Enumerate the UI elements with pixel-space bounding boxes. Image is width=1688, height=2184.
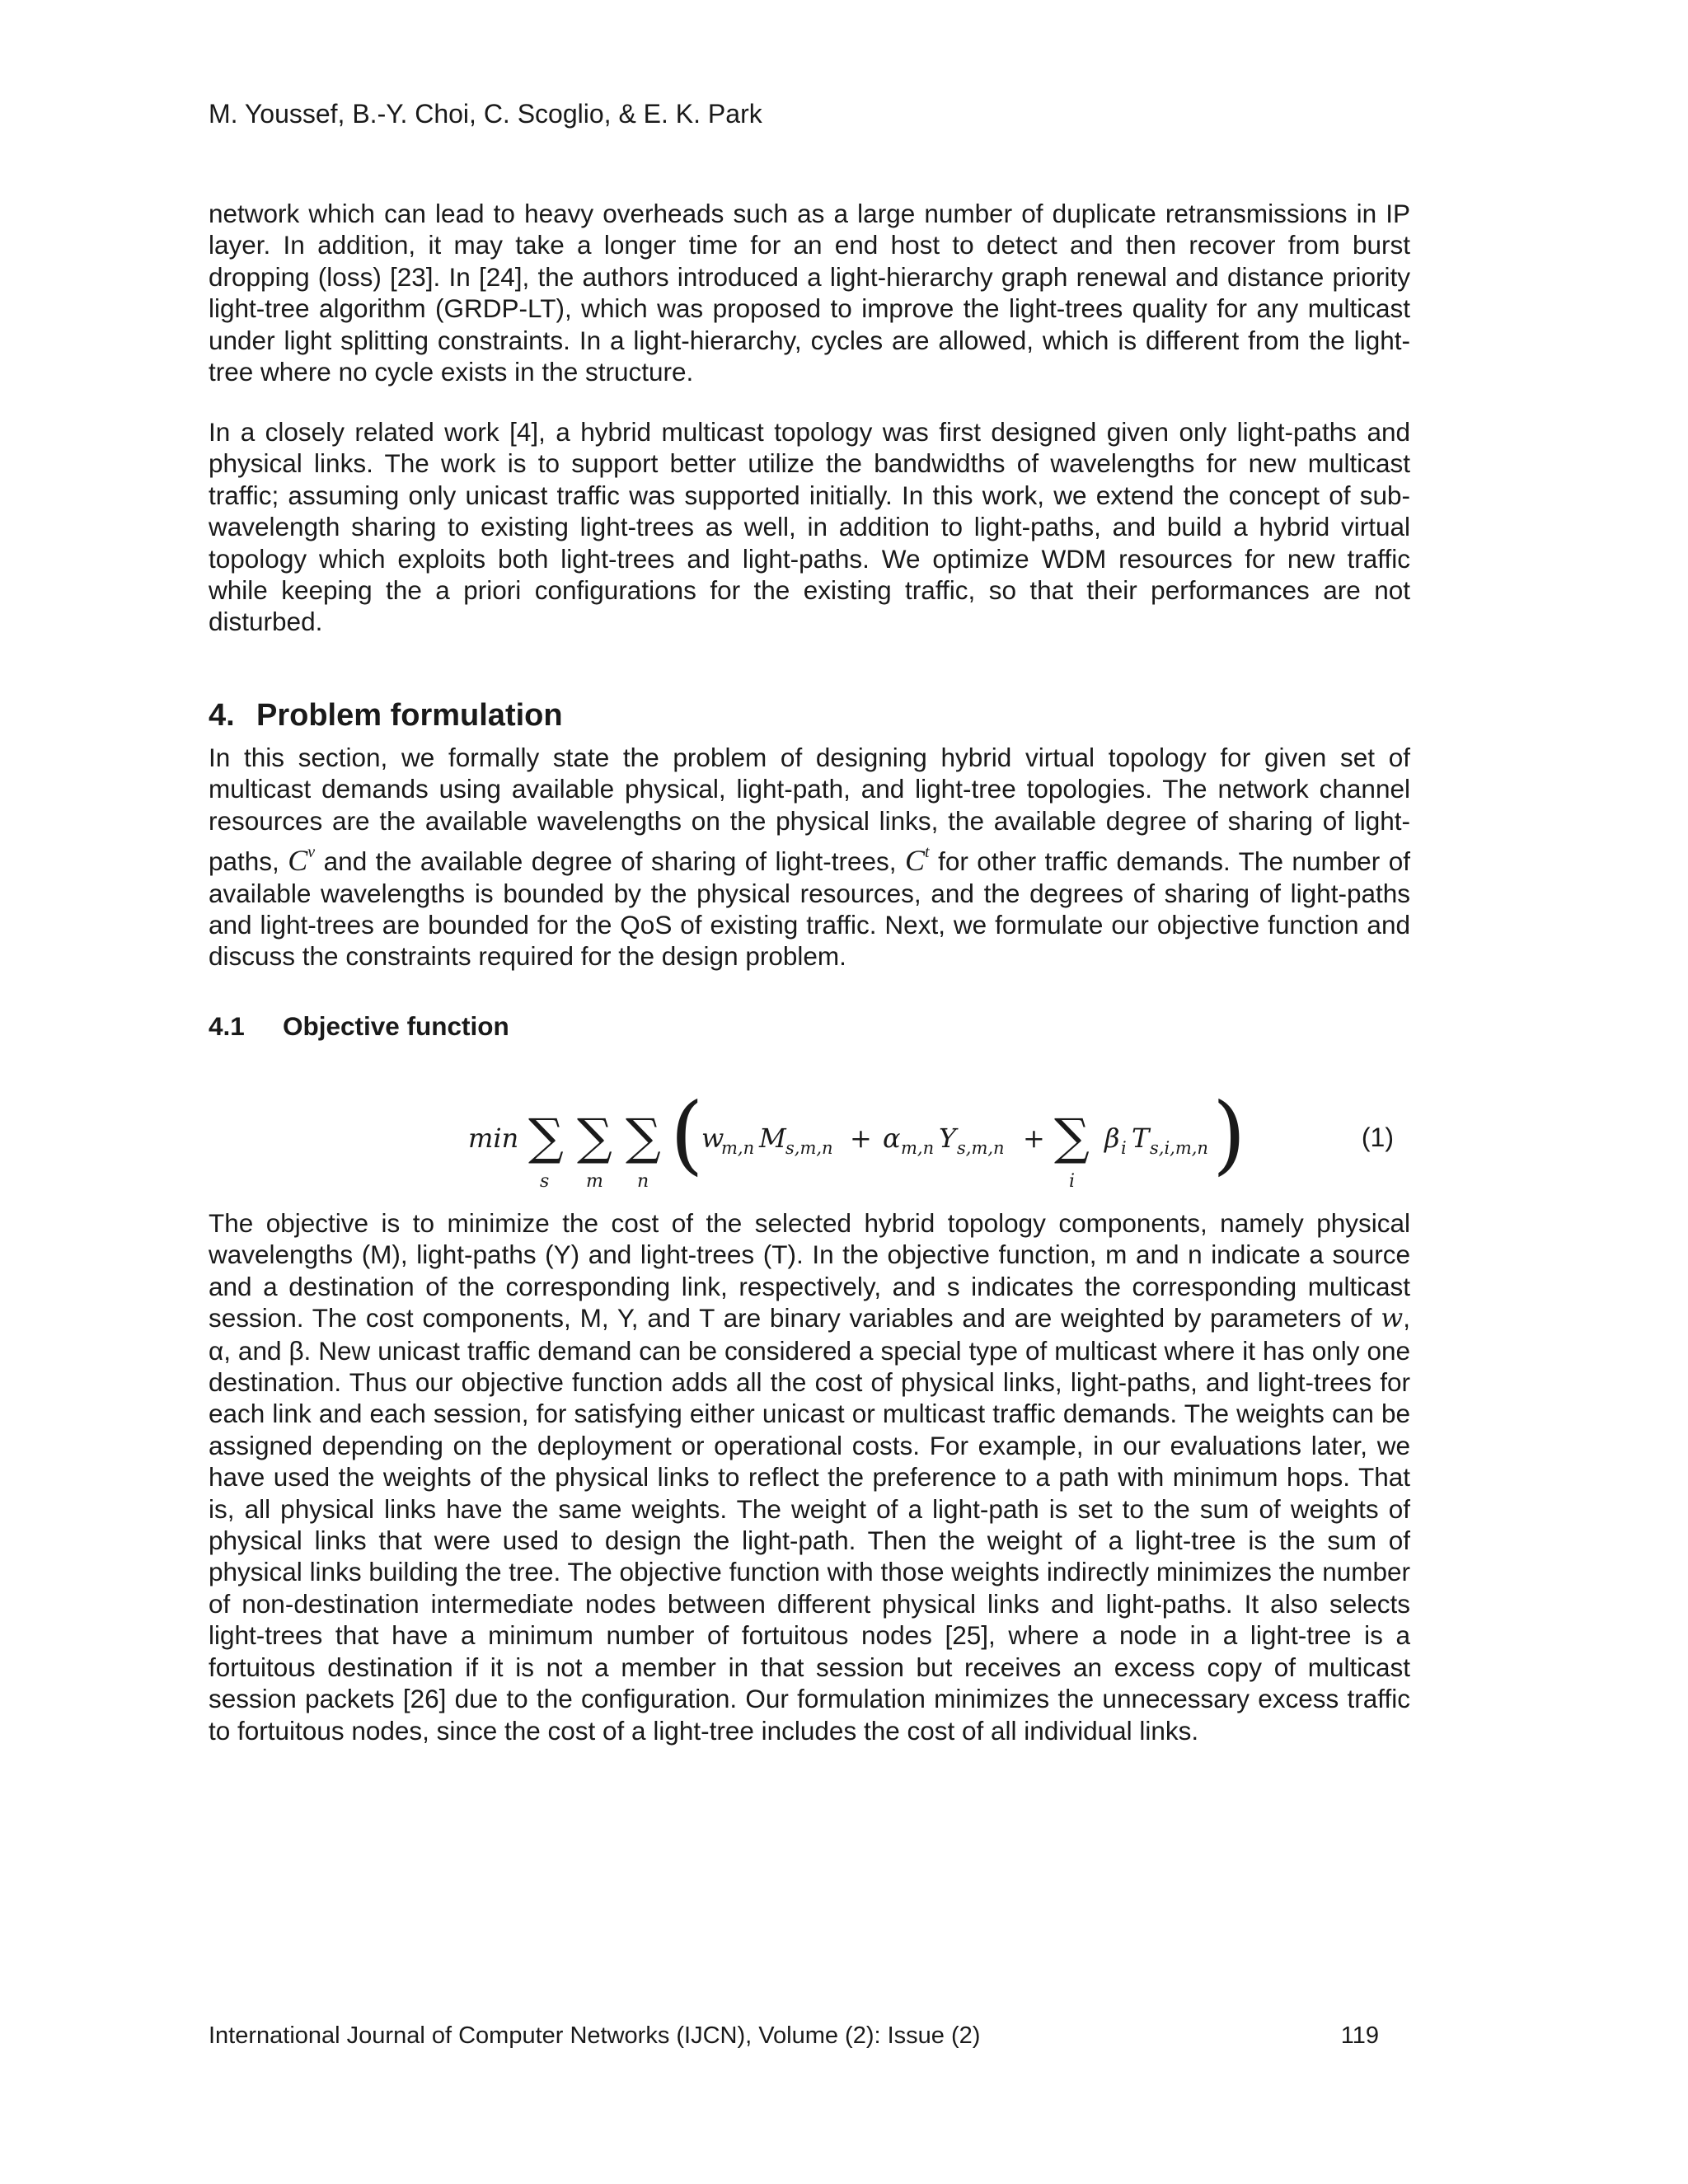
symbol-superscript-t: t (925, 843, 930, 862)
eq-plus-1: + (850, 1122, 872, 1154)
problem-formulation-paragraph (209, 742, 1410, 972)
eq-m-sub: s,m,n (785, 1138, 833, 1158)
paragraph-text: In a closely related work [4], a hybrid multicast topology was first designed given only light-paths and physical links. The work is to support better utilize the bandwidths of wavelengths for new multicast traffic; assuming only unicast traffic was supported initially. In this work, we extend the concept of sub-wavelength sharing to existing light-trees as well, in addition to light-paths, and build a hybrid virtual topology which exploits both light-trees and light-paths. We optimize WDM resources for new traffic while keeping the a priori configurations for the existing traffic, so that their performances are not disturbed. (209, 417, 1410, 637)
eq-right-paren: ) (1212, 1084, 1246, 1184)
equation-number: (1) (1361, 1122, 1394, 1152)
subsection-heading-objective-function (209, 1010, 509, 1043)
text-run: for other traffic demands. The number of available wavelengths is bounded by the physical resources, and the degrees of sharing of light-paths and light-trees are bounded for the QoS of existing traffic. Next, we formulate our objective function and discuss the constraints required for the design problem. (209, 846, 1410, 972)
symbol-c-v (288, 844, 315, 877)
paragraph-text (209, 742, 1410, 972)
eq-left-paren: ( (670, 1084, 704, 1184)
symbol-w: w (1381, 1304, 1404, 1334)
objective-function-equation (209, 1080, 1410, 1195)
subsection-number: 4.1 (209, 1011, 245, 1041)
paragraph-text: network which can lead to heavy overheads such as a large number of duplicate retransmissions in IP layer. In addition, it may take a longer time for an end host to detect and then recover from burst dropping (loss) [23]. In [24], the authors introduced a light-hierarchy graph renewal and distance priority light-tree algorithm (GRDP-LT), which was proposed to improve the light-trees quality for any multicast under light splitting constraints. In a light-hierarchy, cycles are allowed, which is different from the light-tree where no cycle exists in the structure. (209, 199, 1410, 387)
related-work-paragraph-1 (209, 198, 1410, 387)
eq-t: T (1132, 1122, 1150, 1154)
eq-min: min (468, 1122, 519, 1154)
running-header-authors: M. Youssef, B.-Y. Choi, C. Scoglio, & E. K. Park (209, 99, 762, 129)
eq-sum-n: ∑ (626, 1108, 661, 1166)
eq-beta: β (1104, 1122, 1120, 1154)
eq-sum-i: ∑ (1054, 1108, 1090, 1166)
paragraph-text (209, 1207, 1410, 1746)
eq-index-n: n (637, 1171, 649, 1192)
eq-alpha-sub: m,n (901, 1138, 935, 1158)
symbol-c: C (288, 844, 308, 878)
eq-index-s: s (540, 1171, 550, 1192)
section-number: 4. (209, 698, 235, 733)
eq-beta-sub: i (1121, 1138, 1127, 1158)
equation-svg (209, 1080, 1410, 1195)
eq-t-sub: s,i,m,n (1150, 1138, 1208, 1158)
related-work-paragraph-2 (209, 416, 1410, 638)
text-run: In this section, we formally state the problem of designing hybrid virtual topology for given set of multicast demands using available physical, light-path, and light-tree topologies. The network channel resources are the available wavelengths on the physical links, the available degree of sharing of light-paths, (209, 743, 1410, 877)
symbol-c-t (905, 844, 930, 877)
eq-w-sub: m,n (721, 1138, 755, 1158)
section-title: Problem formulation (256, 698, 563, 733)
symbol-superscript-v: v (307, 843, 316, 862)
text-run: The objective is to minimize the cost of the selected hybrid topology components, namely physical wavelengths (M), light-paths (Y) and light-trees (T). In the objective function, m and n indicate a source and a destination of the corresponding link, respectively, and s indicates the corresponding multicast session. The cost components, M, Y, and T are binary variables and are weighted by parameters of (209, 1208, 1410, 1333)
footer-page-number: 119 (1340, 2022, 1379, 2049)
objective-explanation-paragraph (209, 1207, 1410, 1746)
eq-sum-m: ∑ (577, 1108, 612, 1166)
eq-plus-2: + (1023, 1122, 1045, 1154)
eq-y: Y (939, 1122, 957, 1154)
section-heading-problem-formulation (209, 696, 563, 734)
eq-m: M (759, 1122, 786, 1154)
eq-index-i: i (1069, 1171, 1076, 1192)
text-run: , α, and β. New unicast traffic demand can be considered a special type of multicast where it has only one destination. Thus our objective function adds all the cost of physical links, light-paths, and light-trees for each link and each session, for satisfying either unicast or multicast traffic demands. The weights can be assigned depending on the deployment or operational costs. For example, in our evaluations later, we have used the weights of the physical links to reflect the preference to a path with minimum hops. That is, all physical links have the same weights. The weight of a light-path is set to the sum of weights of physical links that were used to design the light-path. Then the weight of a light-tree is the sum of physical links building the tree. The objective function with those weights indirectly minimizes the number of non-destination intermediate nodes between different physical links and light-paths. It also selects light-trees that have a minimum number of fortuitous nodes [25], where a node in a light-tree is a fortuitous destination if it is not a member in that session but receives an excess copy of multicast session packets [26] due to the configuration. Our formulation minimizes the unnecessary excess traffic to fortuitous nodes, since the cost of a light-tree includes the cost of all individual links. (209, 1303, 1410, 1746)
eq-index-m: m (586, 1171, 603, 1192)
subsection-title: Objective function (283, 1011, 509, 1041)
footer-journal: International Journal of Computer Networks (IJCN), Volume (2): Issue (2) (209, 2022, 981, 2049)
symbol-c: C (905, 844, 926, 878)
text-run: and the available degree of sharing of light-trees, (323, 846, 897, 877)
eq-sum-s: ∑ (528, 1108, 564, 1166)
eq-y-sub: s,m,n (957, 1138, 1005, 1158)
eq-w: w (701, 1122, 724, 1154)
eq-alpha: α (883, 1122, 901, 1154)
